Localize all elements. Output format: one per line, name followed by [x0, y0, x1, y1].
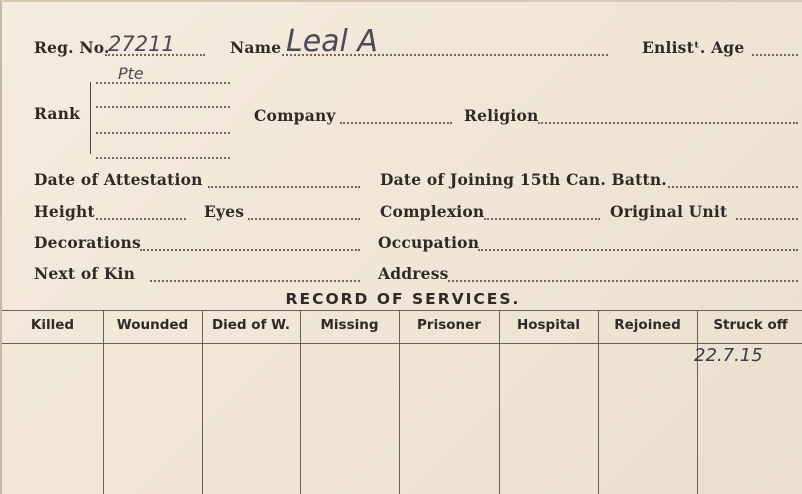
col-header-rejoined: Rejoined [614, 317, 681, 333]
col-divider-3 [300, 311, 301, 494]
col-header-struck-off: Struck off [713, 317, 788, 333]
rank-line-3 [96, 132, 230, 134]
occupation-label: Occupation [378, 233, 480, 252]
eyes-line [248, 218, 360, 220]
col-divider-7 [697, 311, 698, 494]
col-header-prisoner: Prisoner [417, 317, 481, 333]
rank-line-4 [96, 157, 230, 159]
address-line [448, 280, 798, 282]
joining-label: Date of Joining 15th Can. Battn. [380, 170, 667, 189]
address-label: Address [378, 264, 449, 283]
col-header-missing: Missing [320, 317, 379, 333]
religion-label: Religion [464, 106, 539, 125]
reg-no-value: 27211 [108, 32, 175, 56]
complexion-line [484, 218, 600, 220]
occupation-line [478, 249, 798, 251]
height-label: Height [34, 202, 95, 221]
col-divider-2 [202, 311, 203, 494]
col-header-killed: Killed [30, 317, 75, 333]
attestation-label: Date of Attestation [34, 170, 203, 189]
col-divider-1 [103, 311, 104, 494]
table-header-rule [2, 343, 802, 344]
rank-value: Pte [118, 64, 144, 83]
name-label: Name [230, 38, 282, 57]
decorations-label: Decorations [34, 233, 141, 252]
record-table [2, 311, 802, 494]
rank-line-1 [96, 82, 230, 84]
reg-no-label: Reg. No. [34, 38, 110, 57]
rank-line-2 [96, 106, 230, 108]
joining-line [668, 186, 798, 188]
attestation-line [208, 186, 360, 188]
col-header-wounded: Wounded [116, 317, 189, 333]
enlist-age-line [752, 54, 798, 56]
col-header-hospital: Hospital [516, 317, 581, 333]
name-value: Leal A [286, 24, 378, 59]
name-line [282, 54, 608, 56]
col-divider-5 [499, 311, 500, 494]
company-line [340, 122, 452, 124]
enlist-age-label: Enlistᵗ. Age [642, 38, 745, 57]
company-label: Company [254, 106, 336, 125]
record-title: RECORD OF SERVICES. [285, 290, 521, 308]
rank-bracket [90, 82, 99, 154]
next-of-kin-line [150, 280, 360, 282]
eyes-label: Eyes [204, 202, 245, 221]
original-unit-label: Original Unit [610, 202, 728, 221]
col-divider-4 [399, 311, 400, 494]
col-header-died-of-wounds: Died of W. [211, 317, 291, 333]
original-unit-line [736, 218, 798, 220]
rank-label: Rank [34, 104, 81, 123]
decorations-line [140, 249, 360, 251]
struck-off-date: 22.7.15 [694, 345, 763, 366]
height-line [96, 218, 186, 220]
next-of-kin-label: Next of Kin [34, 264, 136, 283]
complexion-label: Complexion [380, 202, 485, 221]
col-divider-6 [598, 311, 599, 494]
reg-no-line [105, 54, 205, 56]
religion-line [538, 122, 798, 124]
